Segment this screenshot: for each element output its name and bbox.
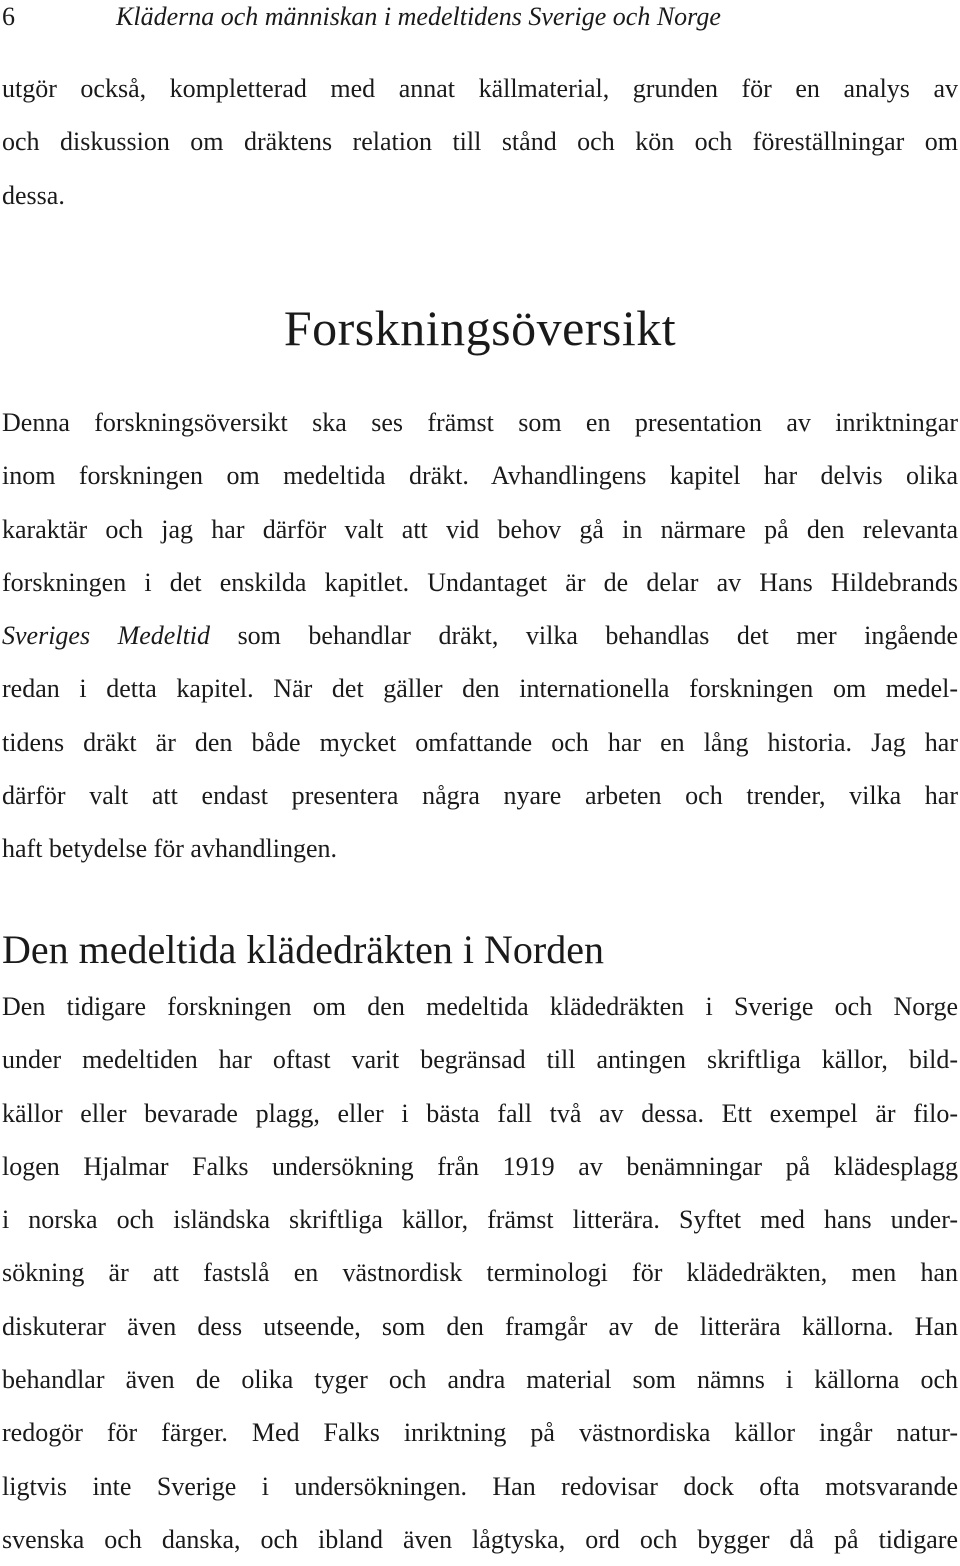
text-line: diskuterar även dess utseende, som den framgår av de litterära källorna. Han [2, 1311, 958, 1341]
italic-book-title: Sveriges Medeltid [2, 621, 211, 651]
intro-paragraph [2, 62, 958, 222]
text-line: forskningen i det enskilda kapitlet. Undantaget är de delar av Hans Hildebrands [2, 567, 958, 597]
text-line: logen Hjalmar Falks undersökning från 1919 av benämningar på klädesplagg [2, 1151, 958, 1181]
text-line: källor eller bevarade plagg, eller i bästa fall två av dessa. Ett exempel är filo- [2, 1098, 958, 1128]
text-line-with-title [2, 609, 958, 662]
text-line: redogör för färger. Med Falks inriktning på västnordiska källor ingår natur- [2, 1418, 958, 1448]
text-line: haft betydelse för avhandlingen. [2, 834, 337, 864]
text-line-rest: som behandlar dräkt, vilka behandlas det mer ingående [237, 621, 959, 651]
section-heading-medeltida-kladedrakten: Den medeltida klädedräkten i Norden [2, 927, 604, 972]
text-line: Den tidigare forskningen om den medeltida klädedräkten i Sverige och Norge [2, 992, 958, 1021]
text-line: karaktär och jag har därför valt att vid behov gå in närmare på den relevanta [2, 514, 958, 544]
running-title: Kläderna och människan i medeltidens Sverige och Norge [116, 2, 721, 31]
text-line: under medeltiden har oftast varit begränsad till antingen skriftliga källor, bild- [2, 1045, 958, 1075]
text-line: ligtvis inte Sverige i undersökningen. Han redovisar dock ofta motsvarande [2, 1471, 958, 1501]
text-line: dessa. [2, 180, 65, 210]
text-line: Denna forskningsöversikt ska ses främst som en presentation av inriktningar [2, 408, 958, 437]
running-head [0, 0, 960, 34]
text-line: tidens dräkt är den både mycket omfattande och har en lång historia. Jag har [2, 727, 958, 757]
text-line: därför valt att endast presentera några nyare arbeten och trender, vilka har [2, 781, 958, 811]
text-line: sökning är att fastslå en västnordisk terminologi för klädedräkten, men han [2, 1258, 958, 1288]
section-heading-forskningsoversikt: Forskningsöversikt [283, 300, 677, 356]
section1-paragraph [2, 396, 958, 876]
page-number: 6 [2, 2, 15, 31]
text-line: inom forskningen om medeltida dräkt. Avhandlingens kapitel har delvis olika [2, 461, 958, 491]
text-line: utgör också, kompletterad med annat källmaterial, grunden för en analys av [2, 74, 958, 103]
text-line: redan i detta kapitel. När det gäller den internationella forskningen om medel- [2, 674, 958, 704]
text-line: och diskussion om dräktens relation till stånd och kön och föreställningar om [2, 127, 958, 157]
text-line: i norska och isländska skriftliga källor, främst litterära. Syftet med hans under- [2, 1205, 958, 1235]
section2-paragraph [2, 980, 958, 1566]
text-line: behandlar även de olika tyger och andra material som nämns i källorna och [2, 1365, 958, 1395]
text-line: svenska och danska, och ibland även lågtyska, ord och bygger då på tidigare [2, 1524, 958, 1554]
